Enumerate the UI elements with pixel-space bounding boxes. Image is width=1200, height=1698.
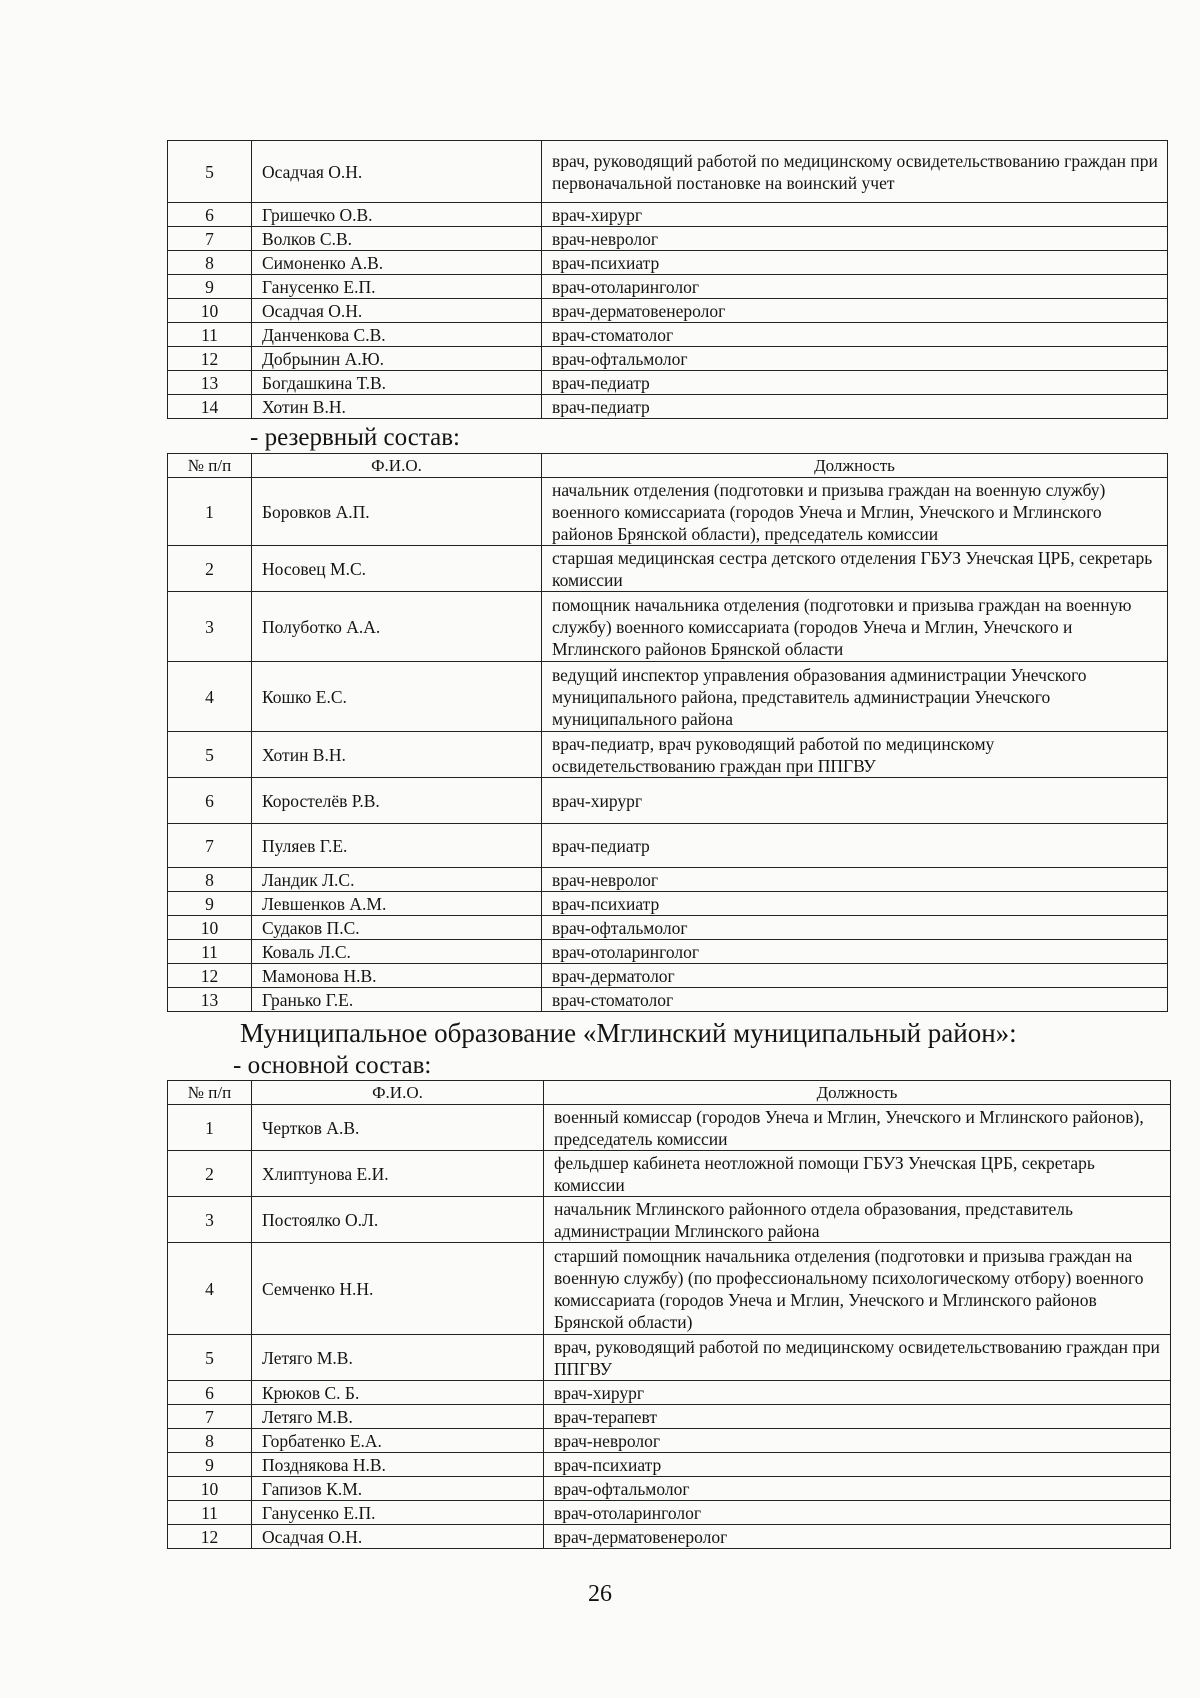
- person-position: врач-офтальмолог: [544, 1477, 1171, 1501]
- person-position: врач-дерматовенеролог: [542, 299, 1168, 323]
- header-position: Должность: [542, 454, 1168, 478]
- person-position: врач-невролог: [542, 227, 1168, 251]
- table-row: [168, 1197, 1171, 1243]
- header-fio: Ф.И.О.: [252, 454, 542, 478]
- row-number: 8: [168, 251, 252, 275]
- row-number: 10: [168, 299, 252, 323]
- header-number: № п/п: [168, 1081, 252, 1105]
- person-position: врач-дерматолог: [542, 964, 1168, 988]
- person-position: врач-хирург: [544, 1381, 1171, 1405]
- person-position: старшая медицинская сестра детского отделения ГБУЗ Унечская ЦРБ, секретарь комиссии: [542, 546, 1168, 592]
- person-name: Осадчая О.Н.: [252, 141, 542, 203]
- row-number: 3: [168, 1197, 252, 1243]
- person-name: Гранько Г.Е.: [252, 988, 542, 1012]
- row-number: 14: [168, 395, 252, 419]
- person-position: врач-психиатр: [542, 251, 1168, 275]
- person-position: врач-педиатр: [542, 371, 1168, 395]
- table-row: [168, 347, 1168, 371]
- person-name: Добрынин А.Ю.: [252, 347, 542, 371]
- table-row: [168, 1429, 1171, 1453]
- row-number: 12: [168, 964, 252, 988]
- row-number: 6: [168, 203, 252, 227]
- row-number: 3: [168, 592, 252, 662]
- table-row: [168, 227, 1168, 251]
- table-row: [168, 251, 1168, 275]
- row-number: 9: [168, 275, 252, 299]
- table-row: [168, 824, 1168, 868]
- person-position: помощник начальника отделения (подготовки и призыва граждан на военную службу) военного комиссариата (городов Унеча и Мглин, Унечского и Мглинского районов Брянской области: [542, 592, 1168, 662]
- row-number: 11: [168, 940, 252, 964]
- table-row: [168, 964, 1168, 988]
- person-name: Осадчая О.Н.: [252, 1525, 544, 1549]
- person-name: Ганусенко Е.П.: [252, 275, 542, 299]
- municipality-heading: Муниципальное образование «Мглинский муниципальный район»:: [240, 1018, 1017, 1048]
- person-position: врач-терапевт: [544, 1405, 1171, 1429]
- row-number: 12: [168, 347, 252, 371]
- person-position: врач-педиатр: [542, 824, 1168, 868]
- person-name: Ганусенко Е.П.: [252, 1501, 544, 1525]
- person-position: врач-офтальмолог: [542, 916, 1168, 940]
- person-name: Данченкова С.В.: [252, 323, 542, 347]
- table-row: [168, 892, 1168, 916]
- person-name: Горбатенко Е.А.: [252, 1429, 544, 1453]
- person-name: Летяго М.В.: [252, 1335, 544, 1381]
- person-position: врач-отоларинголог: [542, 940, 1168, 964]
- table-row: [168, 323, 1168, 347]
- person-position: врач-отоларинголог: [544, 1501, 1171, 1525]
- person-name: Гапизов К.М.: [252, 1477, 544, 1501]
- table-row: [168, 371, 1168, 395]
- person-name: Коростелёв Р.В.: [252, 778, 542, 824]
- row-number: 7: [168, 227, 252, 251]
- table-row: [168, 1151, 1171, 1197]
- person-position: врач-стоматолог: [542, 988, 1168, 1012]
- row-number: 9: [168, 1453, 252, 1477]
- table-row: [168, 299, 1168, 323]
- row-number: 4: [168, 662, 252, 732]
- row-number: 5: [168, 1335, 252, 1381]
- table-row: [168, 940, 1168, 964]
- row-number: 10: [168, 1477, 252, 1501]
- table-row: [168, 988, 1168, 1012]
- table-row: [168, 1335, 1171, 1381]
- person-position: врач-психиатр: [542, 892, 1168, 916]
- person-position: врач-дерматовенеролог: [544, 1525, 1171, 1549]
- row-number: 5: [168, 732, 252, 778]
- person-name: Позднякова Н.В.: [252, 1453, 544, 1477]
- person-name: Боровков А.П.: [252, 478, 542, 546]
- table-row: [168, 203, 1168, 227]
- person-position: врач-офтальмолог: [542, 347, 1168, 371]
- row-number: 13: [168, 988, 252, 1012]
- row-number: 6: [168, 1381, 252, 1405]
- person-position: врач, руководящий работой по медицинскому освидетельствованию граждан при ППГВУ: [544, 1335, 1171, 1381]
- person-position: начальник Мглинского районного отдела образования, представитель администрации Мглинского района: [544, 1197, 1171, 1243]
- table-row: [168, 1501, 1171, 1525]
- person-name: Семченко Н.Н.: [252, 1243, 544, 1335]
- person-position: ведущий инспектор управления образования администрации Унечского муниципального района, представитель администрации Унечского муниципального района: [542, 662, 1168, 732]
- table-row: [168, 732, 1168, 778]
- table-row: [168, 478, 1168, 546]
- page-number: 26: [588, 1581, 612, 1607]
- commission-table-continued: [167, 140, 1168, 419]
- person-name: Симоненко А.В.: [252, 251, 542, 275]
- row-number: 7: [168, 824, 252, 868]
- person-position: фельдшер кабинета неотложной помощи ГБУЗ Унечская ЦРБ, секретарь комиссии: [544, 1151, 1171, 1197]
- table-row: [168, 778, 1168, 824]
- person-position: военный комиссар (городов Унеча и Мглин, Унечского и Мглинского районов), председатель комиссии: [544, 1105, 1171, 1151]
- header-number: № п/п: [168, 454, 252, 478]
- person-position: врач-педиатр, врач руководящий работой по медицинскому освидетельствованию граждан при ППГВУ: [542, 732, 1168, 778]
- row-number: 11: [168, 323, 252, 347]
- person-name: Постоялко О.Л.: [252, 1197, 544, 1243]
- person-position: врач-хирург: [542, 778, 1168, 824]
- person-position: старший помощник начальника отделения (подготовки и призыва граждан на военную службу) (по профессиональному психологическому отбору) военного комиссариата (городов Унеча и Мглин, Унечского и Мглинского районов Брянской области): [544, 1243, 1171, 1335]
- header-fio: Ф.И.О.: [252, 1081, 544, 1105]
- table-row: [168, 1105, 1171, 1151]
- person-name: Мамонова Н.В.: [252, 964, 542, 988]
- person-name: Богдашкина Т.В.: [252, 371, 542, 395]
- table-row: [168, 1477, 1171, 1501]
- table-row: [168, 662, 1168, 732]
- person-position: врач-стоматолог: [542, 323, 1168, 347]
- table-row: [168, 1453, 1171, 1477]
- table-header-row: [168, 1081, 1171, 1105]
- table-row: [168, 592, 1168, 662]
- person-position: врач, руководящий работой по медицинскому освидетельствованию граждан при первоначальной постановке на воинский учет: [542, 141, 1168, 203]
- person-name: Хотин В.Н.: [252, 732, 542, 778]
- row-number: 1: [168, 1105, 252, 1151]
- row-number: 13: [168, 371, 252, 395]
- table-row: [168, 1381, 1171, 1405]
- person-position: врач-психиатр: [544, 1453, 1171, 1477]
- row-number: 7: [168, 1405, 252, 1429]
- row-number: 8: [168, 1429, 252, 1453]
- table-row: [168, 916, 1168, 940]
- table-row: [168, 275, 1168, 299]
- person-position: врач-невролог: [542, 868, 1168, 892]
- person-position: врач-педиатр: [542, 395, 1168, 419]
- person-name: Коваль Л.С.: [252, 940, 542, 964]
- row-number: 1: [168, 478, 252, 546]
- row-number: 2: [168, 546, 252, 592]
- person-name: Судаков П.С.: [252, 916, 542, 940]
- table-header-row: [168, 454, 1168, 478]
- reserve-section-heading: - резервный состав:: [250, 424, 460, 451]
- row-number: 8: [168, 868, 252, 892]
- main-section-heading: - основной состав:: [233, 1052, 432, 1079]
- main-commission-table: [167, 1080, 1171, 1549]
- person-name: Чертков А.В.: [252, 1105, 544, 1151]
- person-position: врач-отоларинголог: [542, 275, 1168, 299]
- row-number: 5: [168, 141, 252, 203]
- person-name: Кошко Е.С.: [252, 662, 542, 732]
- table-row: [168, 1525, 1171, 1549]
- person-name: Носовец М.С.: [252, 546, 542, 592]
- reserve-commission-table: [167, 453, 1168, 1012]
- row-number: 4: [168, 1243, 252, 1335]
- person-name: Летяго М.В.: [252, 1405, 544, 1429]
- row-number: 10: [168, 916, 252, 940]
- person-name: Пуляев Г.Е.: [252, 824, 542, 868]
- person-name: Ландик Л.С.: [252, 868, 542, 892]
- person-name: Хотин В.Н.: [252, 395, 542, 419]
- person-name: Хлиптунова Е.И.: [252, 1151, 544, 1197]
- table-row: [168, 141, 1168, 203]
- row-number: 12: [168, 1525, 252, 1549]
- person-position: начальник отделения (подготовки и призыва граждан на военную службу) военного комиссариата (городов Унеча и Мглин, Унечского и Мглинского районов Брянской области), председатель комиссии: [542, 478, 1168, 546]
- table-row: [168, 395, 1168, 419]
- table-row: [168, 1243, 1171, 1335]
- person-name: Осадчая О.Н.: [252, 299, 542, 323]
- row-number: 6: [168, 778, 252, 824]
- row-number: 9: [168, 892, 252, 916]
- header-position: Должность: [544, 1081, 1171, 1105]
- person-position: врач-хирург: [542, 203, 1168, 227]
- person-name: Гришечко О.В.: [252, 203, 542, 227]
- table-row: [168, 546, 1168, 592]
- person-name: Полуботко А.А.: [252, 592, 542, 662]
- row-number: 11: [168, 1501, 252, 1525]
- person-name: Волков С.В.: [252, 227, 542, 251]
- person-name: Крюков С. Б.: [252, 1381, 544, 1405]
- table-row: [168, 1405, 1171, 1429]
- person-position: врач-невролог: [544, 1429, 1171, 1453]
- row-number: 2: [168, 1151, 252, 1197]
- table-row: [168, 868, 1168, 892]
- person-name: Левшенков А.М.: [252, 892, 542, 916]
